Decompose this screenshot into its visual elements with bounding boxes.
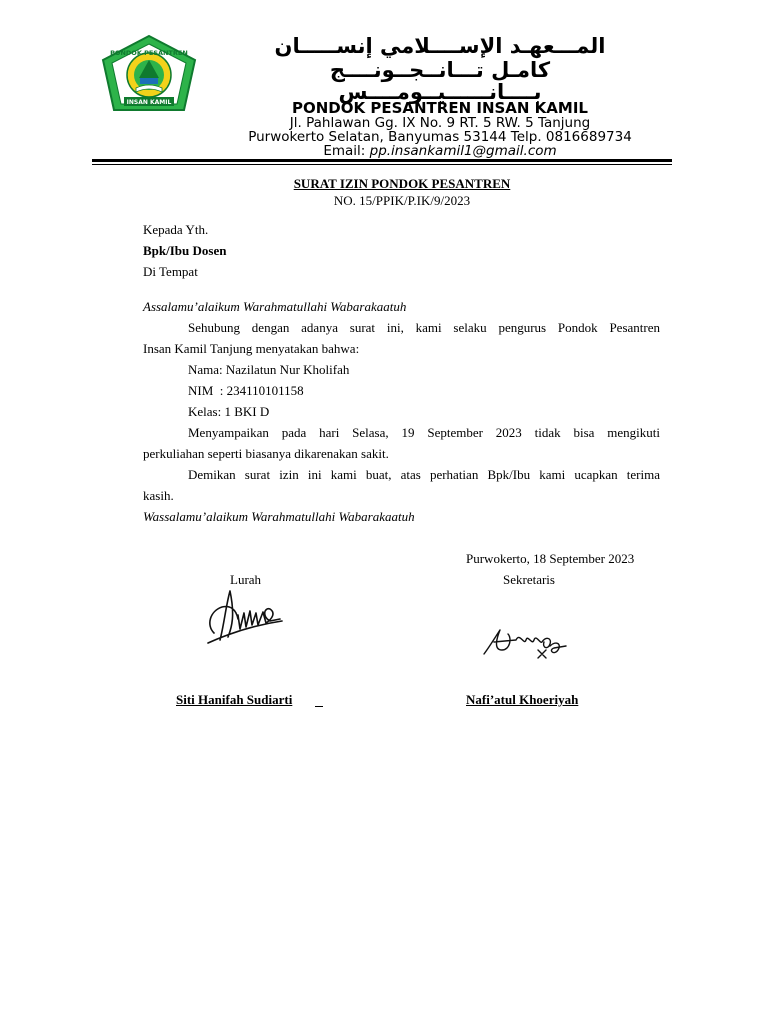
header-rule-thin: [92, 164, 672, 165]
paragraph2-line2: perkuliahan seperti biasanya dikarenakan sakit.: [143, 446, 389, 461]
student-class: Kelas: 1 BKI D: [188, 404, 270, 419]
paragraph1-line2: Insan Kamil Tanjung menyatakan bahwa:: [143, 341, 360, 356]
arabic-name-line3: بــــانــــــيــومــــس: [338, 80, 542, 104]
recipient-line1: Kepada Yth.: [143, 222, 209, 237]
greeting: Assalamu’alaikum Warahmatullahi Wabarakaatuh: [143, 299, 407, 314]
email-address: pp.insankamil1@gmail.com: [369, 143, 557, 159]
address-line1: Jl. Pahlawan Gg. IX No. 9 RT. 5 RW. 5 Tanjung: [289, 115, 591, 131]
email-label: Email:: [323, 143, 366, 159]
left-name-underline-tail: [315, 692, 323, 707]
arabic-name-line2: كامـل تـــانــجــونــــج: [329, 58, 551, 82]
letter-number: NO. 15/PPIK/P.IK/9/2023: [333, 193, 471, 208]
left-signatory-name: Siti Hanifah Sudiarti: [176, 692, 293, 707]
address-line2: Purwokerto Selatan, Banyumas 53144 Telp. 0816689734: [248, 129, 632, 145]
institution-name: PONDOK PESANTREN INSAN KAMIL: [292, 99, 588, 117]
logo-banner-text: INSAN KAMIL: [126, 99, 172, 106]
student-nim: NIM : 234110101158: [188, 383, 304, 398]
paragraph1-line1: Sehubung dengan adanya surat ini, kami selaku pengurus Pondok Pesantren: [188, 320, 660, 335]
left-signatory-role: Lurah: [230, 572, 262, 587]
right-signatory-role: Sekretaris: [503, 572, 555, 587]
arabic-name-line1: المـــعهـد الإســــلامي إنســـــان: [274, 34, 606, 58]
student-name: Nama: Nazilatun Nur Kholifah: [188, 362, 350, 377]
closing-greeting: Wassalamu’alaikum Warahmatullahi Wabarakaatuh: [143, 509, 415, 524]
pondok-logo: [100, 34, 198, 114]
header-rule-thick: [92, 159, 672, 162]
left-signature-mark: [200, 585, 285, 650]
recipient-line2: Bpk/Ibu Dosen: [143, 243, 227, 258]
recipient-line3: Di Tempat: [143, 264, 198, 279]
email-line: [200, 143, 680, 159]
paragraph2-line1: Menyampaikan pada hari Selasa, 19 September 2023 tidak bisa mengikuti: [188, 425, 660, 440]
paragraph3-line1: Demikan surat izin ini kami buat, atas perhatian Bpk/Ibu kami ucapkan terima: [188, 467, 660, 482]
right-signature-mark: [480, 620, 570, 662]
logo-top-text: PONDOK PESANTREN: [110, 49, 188, 57]
letter-title: SURAT IZIN PONDOK PESANTREN: [293, 176, 511, 191]
right-signatory-name: Nafi’atul Khoeriyah: [466, 692, 579, 707]
paragraph3-line2: kasih.: [143, 488, 174, 503]
place-date: Purwokerto, 18 September 2023: [466, 551, 635, 566]
